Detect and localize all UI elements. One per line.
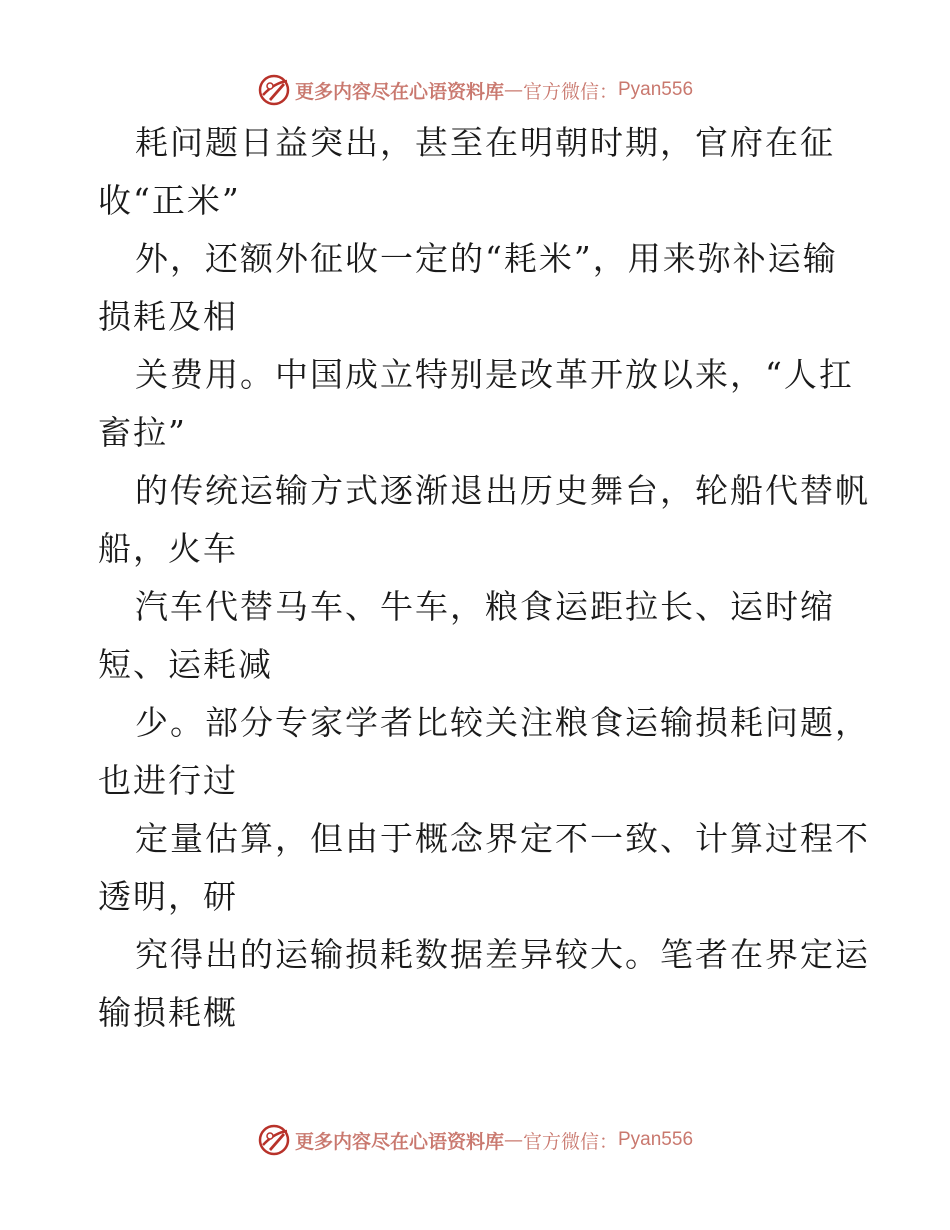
pen-globe-logo-icon: [257, 1123, 291, 1157]
body-line: 收“正米”: [98, 181, 241, 220]
banner-separator: —: [503, 79, 523, 101]
banner-wechat-label: 官方微信：: [522, 80, 618, 103]
banner-site-name: 更多内容尽在心语资料库: [294, 80, 504, 103]
body-line: 输损耗概: [98, 993, 238, 1032]
banner-separator: —: [503, 1129, 523, 1151]
body-line: 关费用。中国成立特别是改革开放以来，“人扛: [135, 355, 854, 394]
body-line: 汽车代替马车、牛车，粮食运距拉长、运时缩: [135, 587, 835, 626]
pen-globe-logo-icon: [257, 73, 291, 107]
body-line: 透明，研: [98, 877, 238, 916]
body-line: 少。部分专家学者比较关注粮食运输损耗问题，: [135, 703, 870, 742]
header-banner: [0, 70, 950, 110]
body-line: 外，还额外征收一定的“耗米”，用来弥补运输: [135, 239, 838, 278]
banner-wechat-id: Pyan556: [618, 79, 694, 100]
banner-wechat-label: 官方微信：: [522, 1130, 618, 1153]
banner-wechat-id: Pyan556: [618, 1129, 694, 1150]
body-line: 短、运耗减: [98, 645, 273, 684]
body-line: 耗问题日益突出，甚至在明朝时期，官府在征: [135, 123, 835, 162]
footer-banner: [0, 1120, 950, 1160]
body-line: 畜拉”: [98, 413, 187, 452]
body-line: 的传统运输方式逐渐退出历史舞台，轮船代替帆: [135, 471, 870, 510]
body-line: 损耗及相: [98, 297, 238, 336]
body-line: 船，火车: [98, 529, 238, 568]
body-line: 究得出的运输损耗数据差异较大。笔者在界定运: [135, 935, 870, 974]
banner-site-name: 更多内容尽在心语资料库: [294, 1130, 504, 1153]
body-line: 定量估算，但由于概念界定不一致、计算过程不: [135, 819, 870, 858]
body-line: 也进行过: [98, 761, 238, 800]
